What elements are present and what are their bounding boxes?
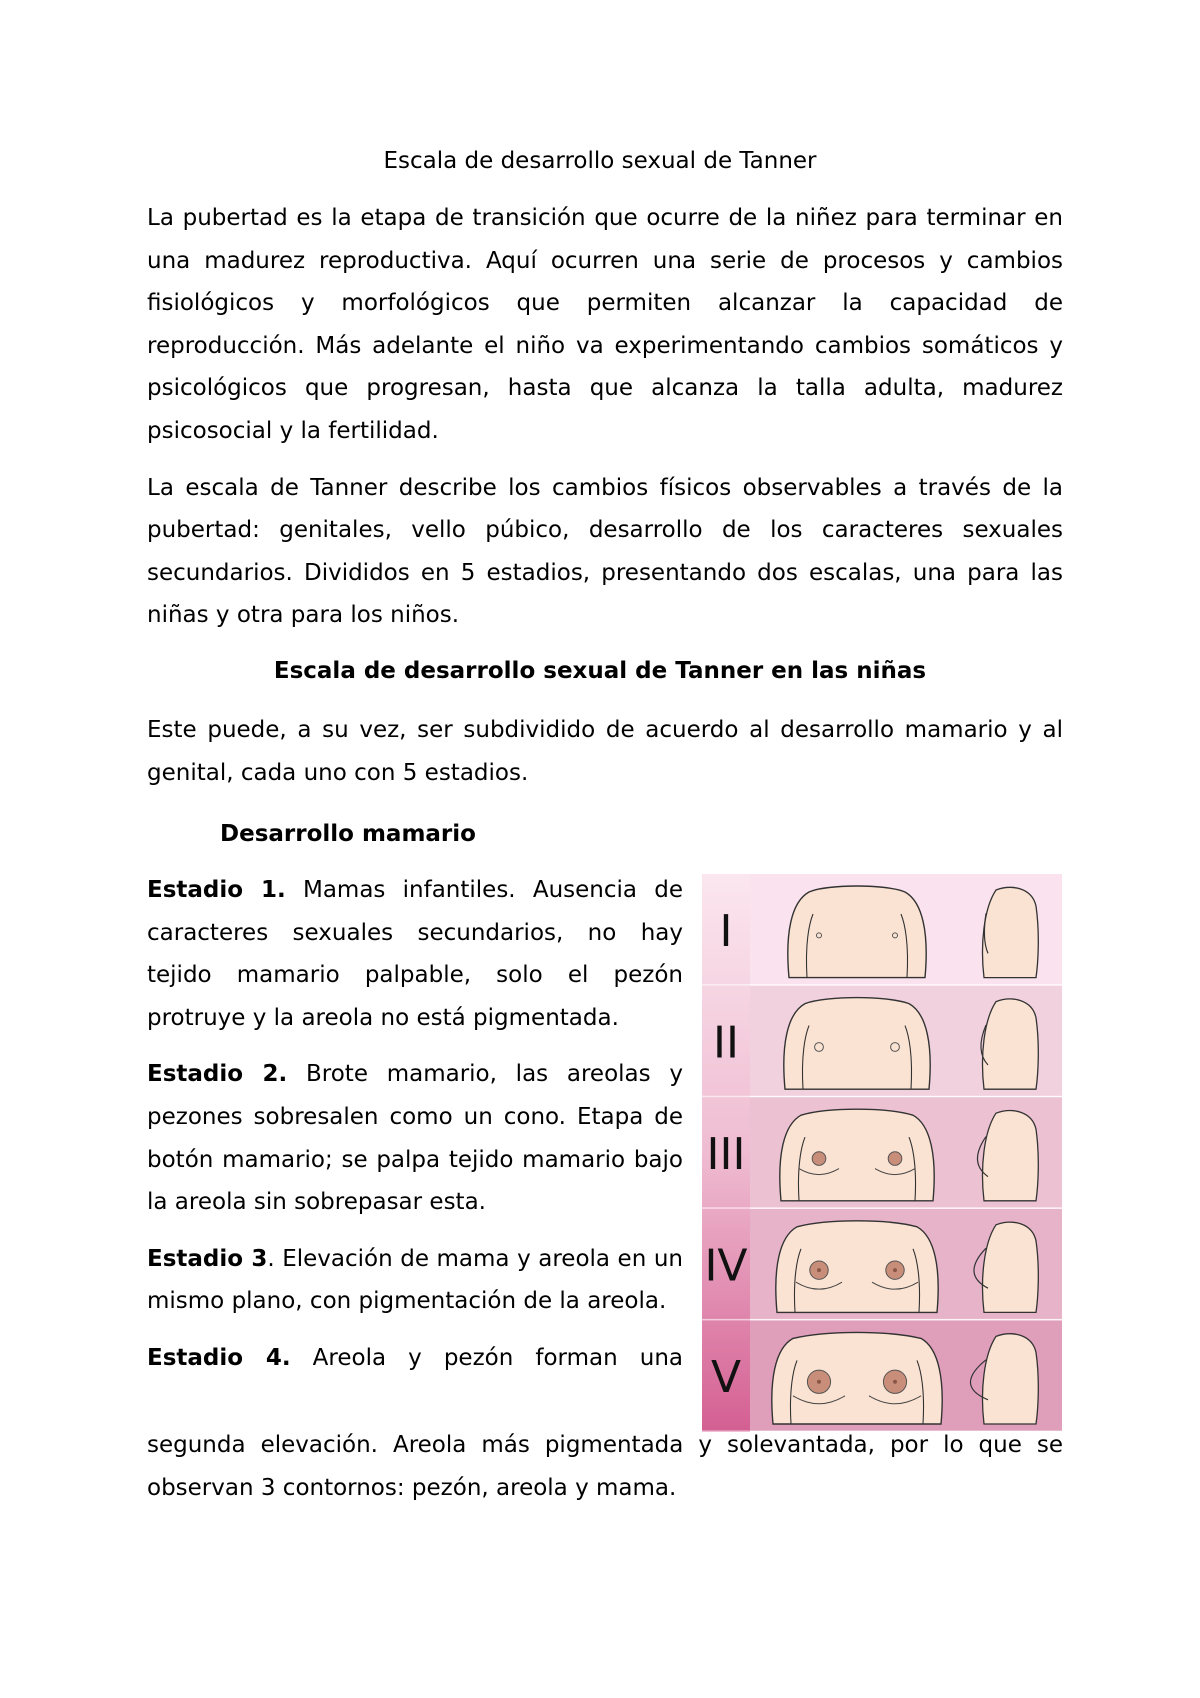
intro-paragraph-1: La pubertad es la etapa de transición que ocurre de la niñez para terminar en una madurez reproductiva. Aquí ocurren una serie de procesos y cambios fisiológicos y morfológicos que permiten alcanzar la capacidad de reproducción. Más adelante el niño va experimentando cambios somáticos y psicológicos que progresan, hasta que alcanza la talla adulta, madurez psicosocial y la fertilidad. (147, 205, 1063, 444)
stage-roman-numeral: IV (704, 1240, 748, 1292)
stage-4-label: Estadio 4. (147, 1344, 291, 1371)
areola-mark (888, 1152, 902, 1166)
stage-1-label: Estadio 1. (147, 877, 286, 903)
stage-band-divider (702, 984, 1062, 986)
side-profile (983, 999, 1039, 1089)
nipple-mark (817, 1380, 821, 1384)
side-profile (983, 1111, 1039, 1201)
nipple-mark (817, 1268, 821, 1272)
stage-band-2 (702, 986, 1062, 1098)
subheading-desarrollo-mamario: Desarrollo mamario (220, 821, 476, 847)
stage-band-divider (702, 1319, 1062, 1321)
section-heading: Escala de desarrollo sexual de Tanner en las niñas (273, 658, 927, 684)
stage-band-divider (702, 1096, 1062, 1098)
nipple-mark (893, 1380, 897, 1384)
stage-2-paragraph (147, 1053, 683, 1223)
section-intro-block (147, 709, 1063, 794)
tanner-breast-stages-figure (702, 874, 1062, 1432)
stage-band-1 (702, 874, 1062, 986)
stage-3-paragraph (147, 1238, 683, 1323)
intro-block (147, 197, 1063, 637)
stage-band-4 (702, 1209, 1062, 1321)
areola-mark (812, 1152, 826, 1166)
side-profile (983, 1222, 1039, 1312)
stage-band-5 (702, 1320, 1062, 1432)
stage-roman-numeral: II (713, 1017, 739, 1069)
front-torso (776, 1221, 938, 1313)
stage-band-divider (702, 1207, 1062, 1209)
stage-1-text: Mamas infantiles. Ausencia de caracteres sexuales secundarios, no hay tejido mamario palpable, solo el pezón protruye y la areola no está pigmentada. (147, 877, 683, 1031)
stage-band-divider (702, 1431, 1062, 1433)
stage-4-paragraph (147, 1337, 683, 1380)
intro-paragraph-2: La escala de Tanner describe los cambios físicos observables a través de la pubertad: genitales, vello púbico, desarrollo de los caracteres sexuales secundarios. Divididos en 5 estadios, presentando dos escalas, una para las niñas y otra para los niños. (147, 474, 1063, 629)
stage-roman-numeral: III (706, 1129, 746, 1180)
stage-2-label: Estadio 2. (147, 1061, 288, 1088)
stage-4-continuation-block (147, 1424, 1063, 1509)
nipple-mark (893, 1268, 897, 1272)
side-profile (983, 887, 1039, 977)
stage-band-3 (702, 1097, 1062, 1209)
stages-block (147, 869, 683, 1380)
front-torso (772, 1332, 942, 1424)
tanner-figure-svg (702, 874, 1062, 1432)
stage-roman-numeral: V (710, 1352, 742, 1404)
stage-4-text: Areola y pezón forman una (290, 1344, 683, 1371)
side-profile (983, 1334, 1039, 1424)
section-intro-paragraph: Este puede, a su vez, ser subdividido de acuerdo al desarrollo mamario y al genital, cada uno con 5 estadios. (147, 717, 1063, 786)
stage-2-text: Brote mamario, las areolas y pezones sobresalen como un cono. Etapa de botón mamario; se palpa tejido mamario bajo la areola sin sobrepasar esta. (147, 1061, 683, 1216)
stage-roman-numeral: I (719, 905, 733, 957)
stage-3-label: Estadio 3 (147, 1245, 268, 1272)
front-torso (780, 1109, 934, 1201)
stage-1-paragraph (147, 869, 683, 1039)
document-title: Escala de desarrollo sexual de Tanner (383, 148, 817, 174)
stage-3-text: . Elevación de mama y areola en un mismo plano, con pigmentación de la areola. (147, 1245, 683, 1315)
stage-4-continuation: segunda elevación. Areola más pigmentada y solevantada, por lo que se observan 3 contornos: pezón, areola y mama. (147, 1432, 1063, 1501)
front-torso (784, 998, 930, 1090)
